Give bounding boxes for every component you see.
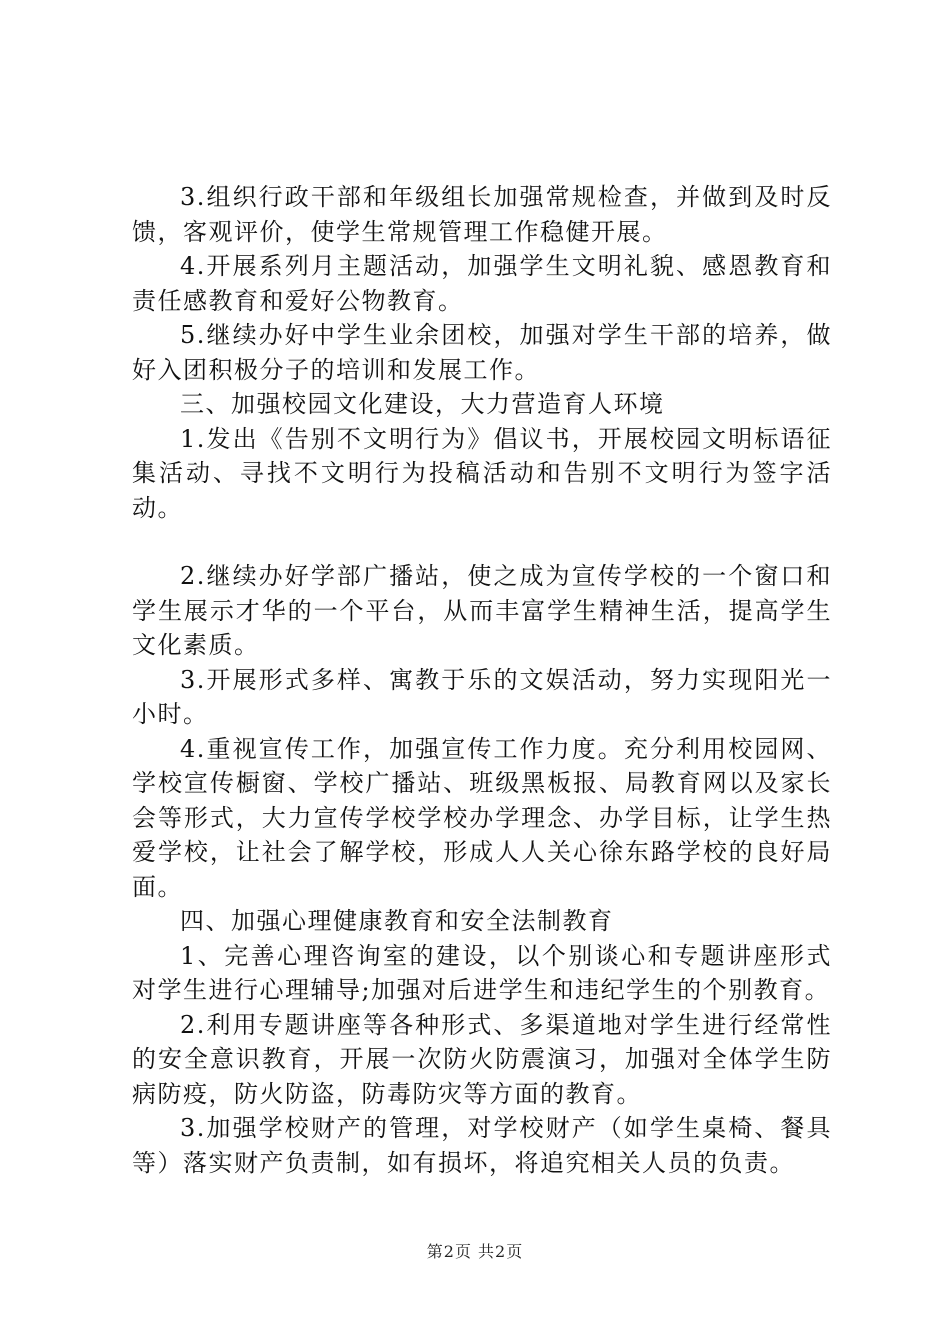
- section-heading-3: 三、加强校园文化建设，大力营造育人环境: [180, 390, 665, 418]
- paragraph-section3-item-2: 2.继续办好学部广播站，使之成为宣传学校的一个窗口和学生展示才华的一个平台，从而丰富学生精神生活，提高学生文化素质。: [132, 562, 832, 659]
- paragraph-section4-item-3: 3.加强学校财产的管理，对学校财产（如学生桌椅、餐具等）落实财产负责制，如有损坏，将追究相关人员的负责。: [132, 1114, 832, 1177]
- blank-line: [132, 525, 832, 559]
- paragraph-item-3: 3.组织行政干部和年级组长加强常规检查，并做到及时反馈，客观评价，使学生常规管理工作稳健开展。: [132, 183, 832, 246]
- paragraph-section3-item-4: 4.重视宣传工作，加强宣传工作力度。充分利用校园网、学校宣传橱窗、学校广播站、班级黑板报、局教育网以及家长会等形式，大力宣传学校学校办学理念、办学目标，让学生热爱学校，让社会了解学校，形成人人关心徐东路学校的良好局面。: [132, 734, 832, 901]
- paragraph-section4-item-1: 1、完善心理咨询室的建设，以个别谈心和专题讲座形式对学生进行心理辅导;加强对后进学生和违纪学生的个别教育。: [132, 941, 832, 1004]
- paragraph-item-4: 4.开展系列月主题活动，加强学生文明礼貌、感恩教育和责任感教育和爱好公物教育。: [132, 252, 832, 315]
- paragraph-section4-item-2: 2.利用专题讲座等各种形式、多渠道地对学生进行经常性的安全意识教育，开展一次防火防震演习，加强对全体学生防病防疫，防火防盗，防毒防灾等方面的教育。: [132, 1010, 832, 1108]
- page-footer: 第2页 共2页: [426, 1242, 524, 1261]
- paragraph-section3-item-3: 3.开展形式多样、寓教于乐的文娱活动，努力实现阳光一小时。: [132, 665, 832, 728]
- paragraph-section3-item-1: 1.发出《告别不文明行为》倡议书，开展校园文明标语征集活动、寻找不文明行为投稿活动和告别不文明行为签字活动。: [132, 424, 832, 522]
- paragraph-item-5: 5.继续办好中学生业余团校，加强对学生干部的培养，做好入团积极分子的培训和发展工作。: [132, 321, 832, 384]
- section-heading-4: 四、加强心理健康教育和安全法制教育: [180, 907, 614, 935]
- document-body: [132, 180, 832, 1180]
